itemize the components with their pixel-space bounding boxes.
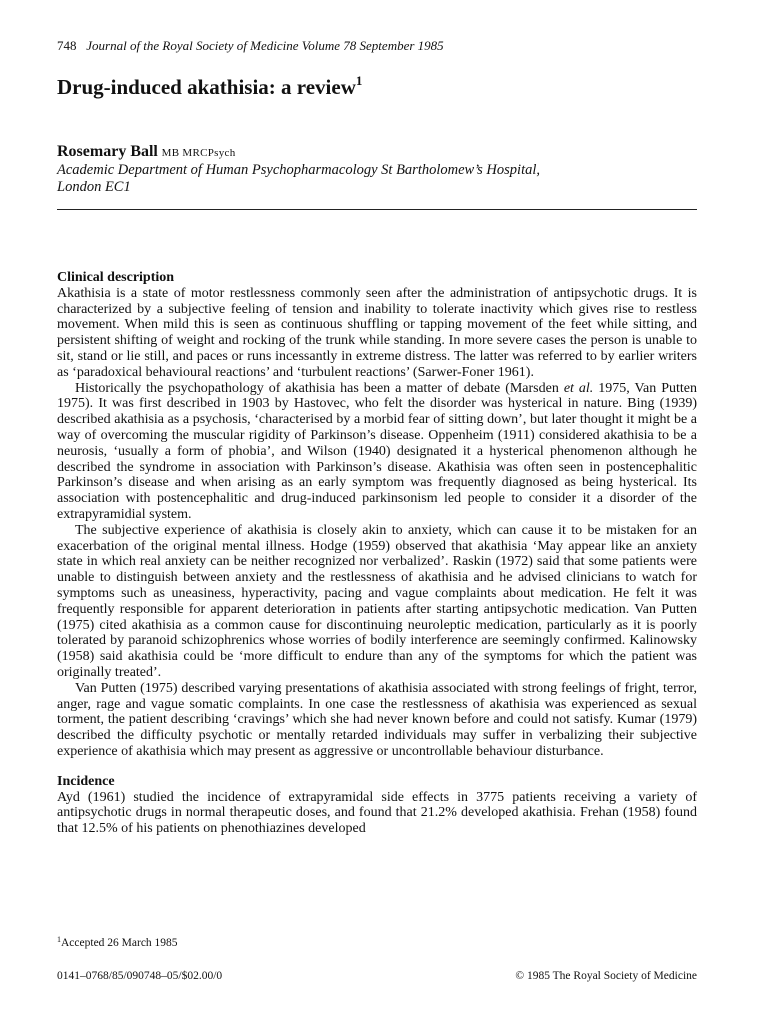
paragraph: Ayd (1961) studied the incidence of extrapyramidal side effects in 3775 patients receiving a variety of antipsychotic drugs in normal therapeutic doses, and found that 21.2% developed akathisia. Frehan (1958) found that 12.5% of his patients on phenothiazines developed xyxy=(57,789,697,837)
footnote-text: Accepted 26 March 1985 xyxy=(61,937,178,949)
header-rule xyxy=(57,209,697,210)
author-name: Rosemary Ball xyxy=(57,143,158,160)
paragraph: Van Putten (1975) described varying presentations of akathisia associated with strong feelings of fright, terror, anger, rage and vague somatic complaints. In one case the restlessness of akathisia was experienced as sexual torment, the patient describing ‘cravings’ which she had never known before and could not satisfy. Kumar (1979) described the difficulty psychotic or mentally retarded individuals may suffer in verbalizing their subjective experience of akathisia which may present as aggressive or uncontrollable behaviour disturbance. xyxy=(57,680,697,759)
article-title xyxy=(57,74,362,100)
title-footnote-marker: 1 xyxy=(355,73,363,88)
copyright-notice: © 1985 The Royal Society of Medicine xyxy=(515,970,697,982)
title-footnote xyxy=(57,936,178,950)
journal-citation: Journal of the Royal Society of Medicine Volume 78 September 1985 xyxy=(86,38,444,53)
page-number: 748 xyxy=(57,38,77,53)
section-heading-clinical: Clinical description xyxy=(57,270,175,285)
affiliation-line-1: Academic Department of Human Psychopharmacology St Bartholomew’s Hospital, xyxy=(57,162,541,178)
author-line xyxy=(57,143,697,162)
section-spacer xyxy=(57,760,697,774)
article-body xyxy=(57,270,697,837)
title-text: Drug-induced akathisia: a review xyxy=(57,75,356,99)
paragraph: Historically the psychopathology of akathisia has been a matter of debate (Marsden et al. 1975, Van Putten 1975). It was first described in 1903 by Hastovec, who felt the disorder was hysterical in nature. Bing (1939) described akathisia as a psychosis, ‘characterised by a morbid fear of sitting down’, but later thought it might be a way of overcoming the muscular rigidity of Parkinson’s disease. Oppenheim (1911) considered akathisia to be a neurosis, ‘usually a form of phobia’, and Wilson (1940) designated it a hysterical phenomenon although he described the syndrome in association with Parkinson’s disease. Akathisia was often seen in postencephalitic Parkinson’s disease and when arising as an early symptom was frequently diagnosed as being hysterical. Its association with postencephalitic and drug-induced parkinsonism led people to consider it a disorder of the extrapyramidial system. xyxy=(57,380,697,522)
et-al-emphasis: et al. xyxy=(563,380,594,396)
section-heading-incidence: Incidence xyxy=(57,773,115,789)
running-head xyxy=(57,38,444,54)
affiliation-line-2: London EC1 xyxy=(57,179,131,195)
paragraph: The subjective experience of akathisia is closely akin to anxiety, which can cause it to be mistaken for an exacerbation of the original mental illness. Hodge (1959) observed that akathisia ‘May appear like an anxiety state in which real anxiety can be neither recognized nor verbalized’. Raskin (1972) said that some patients were unable to distinguish between anxiety and the restlessness of akathisia and he advised clinicians to watch for symptoms such as uneasiness, hyperactivity, pacing and vague complaints about medication. He felt it was frequently responsible for apparent deterioration in patients after starting antipsychotic medication. Van Putten (1975) cited akathisia as a common cause for discontinuing neuroleptic medication, particularly as it is poorly tolerated by paranoid schizophrenics whose worries of bodily interference are seemingly confirmed. Kalinowsky (1958) said akathisia could be ‘more difficult to endure than any of the symptoms for which the patient was originally treated’. xyxy=(57,522,697,680)
author-credentials: MB MRCPsych xyxy=(161,147,236,159)
issn-line: 0141–0768/85/090748–05/$02.00/0 xyxy=(57,970,223,982)
author-block xyxy=(57,143,697,196)
paragraph: Akathisia is a state of motor restlessness commonly seen after the administration of antipsychotic drugs. It is characterized by a subjective feeling of tension and inability to tolerate inactivity which gives rise to restless movement. When mild this is seen as continuous shuffling or tapping movement of the feet while sitting, and persistent shifting of weight and rocking of the trunk while standing. In more severe cases the person is unable to sit, stand or lie still, and paces or runs incessantly in extreme distress. The latter was referred to by earlier writers as ‘paradoxical behavioural reactions’ and ‘turbulent reactions’ (Sarwer-Foner 1961). xyxy=(57,285,697,380)
footnote-marker: 1 xyxy=(57,935,61,944)
